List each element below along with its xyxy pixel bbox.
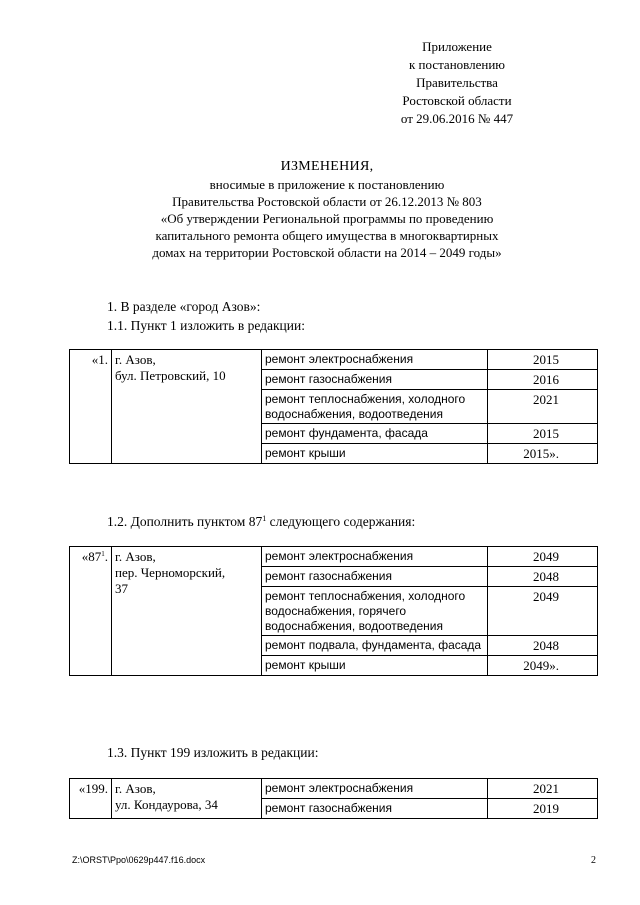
work-year: 2016 [488, 370, 598, 390]
work-type: ремонт электроснабжения [262, 547, 488, 567]
work-type: ремонт крыши [262, 656, 488, 676]
table-item-87-1 [69, 546, 598, 676]
work-type: ремонт газоснабжения [262, 370, 488, 390]
work-year: 2049». [488, 656, 598, 676]
work-type: ремонт электроснабжения [262, 779, 488, 799]
item-number-text: «87 [81, 549, 102, 564]
work-type: ремонт электроснабжения [262, 350, 488, 370]
work-type: ремонт подвала, фундамента, фасада [262, 636, 488, 656]
work-year: 2021 [488, 390, 598, 424]
paragraph-text: следующего содержания: [266, 514, 416, 529]
work-type: ремонт теплоснабжения, холодного водоснабжения, водоотведения [262, 390, 488, 424]
work-year: 2015 [488, 424, 598, 444]
appendix-line: от 29.06.2016 № 447 [400, 111, 514, 126]
work-year: 2015». [488, 444, 598, 464]
address-line: 37 [115, 581, 128, 596]
address-cell [112, 779, 262, 819]
superscript: 1 [262, 514, 267, 523]
appendix-line: Приложение [422, 39, 492, 54]
superscript: 1 [101, 550, 105, 558]
appendix-line: к постановлению [408, 57, 506, 72]
table-row [70, 350, 598, 370]
work-type: ремонт крыши [262, 444, 488, 464]
address-line: г. Азов, [115, 352, 156, 367]
work-year: 2015 [488, 350, 598, 370]
table-row [70, 779, 598, 799]
table-item-1 [69, 349, 598, 464]
work-type: ремонт газоснабжения [262, 567, 488, 587]
address-line: пер. Черноморский, [115, 565, 226, 580]
appendix-line: Правительства [416, 75, 498, 90]
work-year: 2049 [488, 547, 598, 567]
item-number: «1. [70, 350, 112, 464]
paragraph-text: 1.2. Дополнить пунктом 87 [107, 514, 263, 529]
work-year: 2019 [488, 799, 598, 819]
table-item-199 [69, 778, 598, 819]
address-line: г. Азов, [115, 781, 156, 796]
title-line: домах на территории Ростовской области на 2014 – 2049 годы» [152, 245, 502, 260]
paragraph-1-2 [107, 513, 415, 531]
work-type: ремонт фундамента, фасада [262, 424, 488, 444]
table-row [70, 547, 598, 567]
paragraph-1-3: 1.3. Пункт 199 изложить в редакции: [107, 745, 319, 760]
paragraph-1: 1. В разделе «город Азов»: [107, 299, 261, 314]
title-heading: ИЗМЕНЕНИЯ, [280, 159, 374, 174]
item-number [70, 547, 112, 676]
page-number: 2 [591, 855, 596, 866]
appendix-line: Ростовской области [402, 93, 512, 108]
address-cell [112, 350, 262, 464]
address-line: бул. Петровский, 10 [115, 368, 226, 383]
work-year: 2021 [488, 779, 598, 799]
paragraph-1-1: 1.1. Пункт 1 изложить в редакции: [107, 318, 305, 333]
item-number: «199. [70, 779, 112, 819]
title-line: вносимые в приложение к постановлению [209, 177, 445, 192]
appendix-block [347, 38, 567, 128]
document-title [72, 158, 582, 261]
address-cell [112, 547, 262, 676]
item-number-suffix: . [104, 549, 108, 564]
work-type: ремонт газоснабжения [262, 799, 488, 819]
footer-file-path: Z:\ORST\Ppo\0629p447.f16.docx [72, 855, 206, 865]
work-year: 2049 [488, 587, 598, 636]
address-line: ул. Кондаурова, 34 [115, 797, 218, 812]
address-line: г. Азов, [115, 549, 156, 564]
work-year: 2048 [488, 567, 598, 587]
title-line: Правительства Ростовской области от 26.12.2013 № 803 [172, 194, 482, 209]
work-type: ремонт теплоснабжения, холодного водоснабжения, горячего водоснабжения, водоотведения [262, 587, 488, 636]
work-year: 2048 [488, 636, 598, 656]
title-line: капитального ремонта общего имущества в многоквартирных [155, 228, 499, 243]
title-line: «Об утверждении Региональной программы по проведению [160, 211, 494, 226]
